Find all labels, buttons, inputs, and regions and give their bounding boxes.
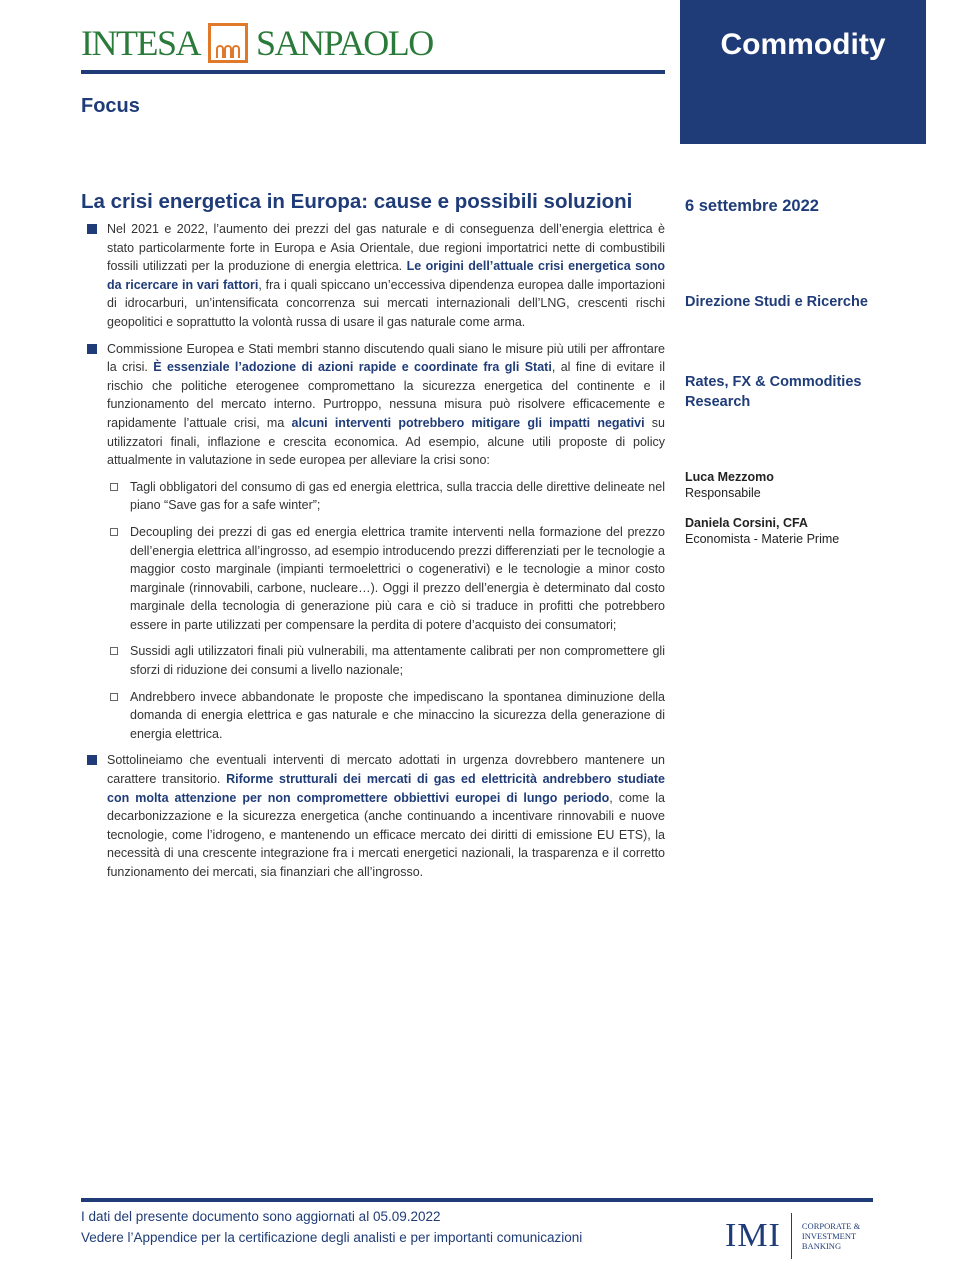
author-name: Daniela Corsini, CFA — [685, 516, 808, 530]
department-label: Direzione Studi e Ricerche — [685, 294, 868, 310]
bullet-square-icon — [87, 755, 97, 765]
footer-disclaimer: Vedere l’Appendice per la certificazione degli analisti e per importanti comunicazioni — [81, 1230, 583, 1245]
checkbox-bullet-icon — [110, 483, 118, 491]
team-label: Rates, FX & Commodities Research — [685, 374, 862, 410]
paragraph: Commissione Europea e Stati membri stanno discutendo quali siano le misure più utili per affrontare la crisi. È essenziale l’adozione di azioni rapide e coordinate fra gli Stati, al fine di evitare il rischio che politiche eterogenee compromettano la sicurezza energetica del continente e il funzionamento del mercato interno. Purtroppo, nessuna misura può risolvere efficacemente e rapidamente l’attuale crisi, ma alcuni interventi potrebbero mitigare gli impatti negativi su utilizzatori finali, inflazione e crescita economica. Ad esempio, alcune utili proposte di policy attualmente in valutazione in sede europea per alleviare la crisi sono: — [81, 340, 665, 470]
list-item: Tagli obbligatori del consumo di gas ed energia elettrica, sulla traccia delle direttive delineate nel piano “Save gas for a safe winter”; — [81, 478, 665, 515]
bullet-square-icon — [87, 224, 97, 234]
imi-logo — [725, 1213, 860, 1259]
list-item: Decoupling dei prezzi di gas ed energia elettrica tramite interventi nella formazione del prezzo dell’energia elettrica all’ingrosso, ad esempio introducendo prezzi differenziati per le tecnologie a maggior costo marginale (impianti termoelettrici o cogenerativi) e le tecnologie a minor costo marginale (rinnovabili, carbone, nucleare…). Oggi il prezzo dell’energia è determinato dal costo marginale della tecnologia di generazione più cara e ciò si traduce in profitti che potrebbero essere in parte utilizzati per compensare la perdita di potere d’acquisto dei consumatori; — [81, 523, 665, 635]
category-badge-label: Commodity — [720, 28, 886, 61]
logo-text-right: SANPAOLO — [256, 23, 433, 63]
author-name: Luca Mezzomo — [685, 470, 774, 484]
checkbox-bullet-icon — [110, 528, 118, 536]
paragraph: Nel 2021 e 2022, l’aumento dei prezzi del gas naturale e di conseguenza dell’energia elettrica è stato particolarmente forte in Europa e Asia Orientale, due regioni importatrici nette di combustibili fossili utilizzati per la produzione di energia elettrica. Le origini dell’attuale crisi energetica sono da ricercare in vari fattori, fra i quali spiccano un’eccessiva dipendenza europea dalle importazioni di idrocarburi, un’intensificata concorrenza sui mercati internazionali dell’LNG, crescenti rischi geopolitici e soprattutto la volontà russa di usare il gas naturale come arma. — [81, 220, 665, 332]
author-block — [685, 515, 839, 547]
bullet-square-icon — [87, 344, 97, 354]
paragraph: Sottolineiamo che eventuali interventi di mercato adottati in urgenza dovrebbero mantenere un carattere transitorio. Riforme strutturali dei mercati di gas ed elettricità andrebbero studiate con molta attenzione per non compromettere obbiettivi europei di lungo periodo, come la decarbonizzazione e la sicurezza energetica (anche continuando a incentivare rinnovabili e nuove tecnologie, come l’idrogeno, e mantenendo un efficace mercato dei diritti di emissione EU ETS), la necessità di una crescente integrazione fra i mercati energetici nazionali, la trasparenza e il corretto funzionamento dei mercati, sia finanziari che all’ingrosso. — [81, 751, 665, 881]
logo-divider — [791, 1213, 792, 1259]
imi-logo-text: IMI — [725, 1217, 781, 1254]
checkbox-bullet-icon — [110, 647, 118, 655]
publication-date: 6 settembre 2022 — [685, 197, 819, 215]
header-rule — [81, 70, 665, 74]
footer-note: I dati del presente documento sono aggiornati al 05.09.2022 — [81, 1209, 441, 1224]
intesa-sanpaolo-logo — [81, 20, 433, 66]
section-label: Focus — [81, 95, 140, 117]
checkbox-bullet-icon — [110, 693, 118, 701]
list-item: Andrebbero invece abbandonate le proposte che impediscano la spontanea diminuzione della domanda di energia elettrica e gas naturale e che minaccino la sicurezza della generazione di energia elettrica. — [81, 688, 665, 744]
logo-text-left: INTESA — [81, 23, 200, 63]
imi-logo-subtitle: CORPORATE & INVESTMENT BANKING — [801, 1221, 861, 1251]
category-badge — [680, 0, 926, 144]
footer-rule — [81, 1198, 873, 1202]
author-role: Responsabile — [685, 486, 761, 500]
author-role: Economista - Materie Prime — [685, 532, 840, 546]
page-title: La crisi energetica in Europa: cause e possibili soluzioni — [81, 190, 633, 213]
list-item: Sussidi agli utilizzatori finali più vulnerabili, ma attentamente calibrati per non compromettere gli sforzi di riduzione dei consumi a livello nazionale; — [81, 642, 665, 679]
logo-emblem-icon — [208, 23, 248, 63]
article-body — [81, 220, 665, 882]
author-block — [685, 469, 774, 501]
